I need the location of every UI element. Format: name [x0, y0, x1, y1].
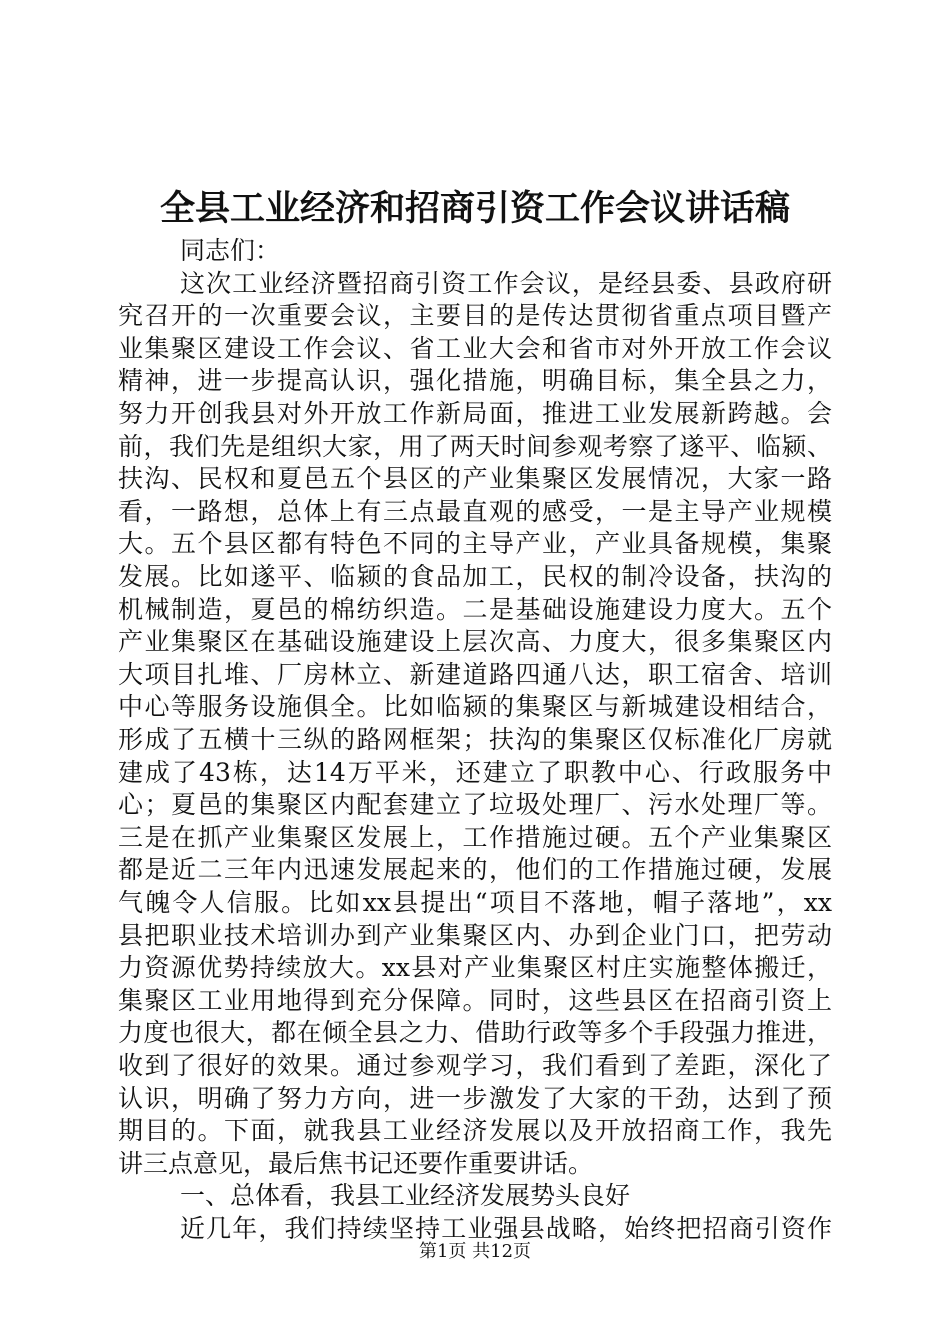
body-line: 认识，明确了努力方向，进一步激发了大家的干劲，达到了预 [118, 1084, 832, 1113]
body-line: 都是近二三年内迅速发展起来的，他们的工作措施过硬，发展 [118, 855, 832, 884]
body-line: 讲三点意见，最后焦书记还要作重要讲话。 [118, 1149, 594, 1178]
body-line: 期目的。下面，就我县工业经济发展以及开放招商工作，我先 [118, 1116, 832, 1145]
body-line: 扶沟、民权和夏邑五个县区的产业集聚区发展情况，大家一路 [118, 464, 832, 493]
body-line: 近几年，我们持续坚持工业强县战略，始终把招商引资作 [180, 1214, 832, 1243]
body-line: 努力开创我县对外开放工作新局面，推进工业发展新跨越。会 [118, 399, 832, 428]
body-line: 气魄令人信服。比如xx县提出“项目不落地，帽子落地”，xx [118, 888, 832, 917]
salutation-line: 同志们： [180, 236, 281, 265]
body-line: 县把职业技术培训办到产业集聚区内、办到企业门口，把劳动 [118, 921, 832, 950]
body-line: 力度也很大，都在倾全县之力、借助行政等多个手段强力推进， [118, 1018, 832, 1047]
body-line: 力资源优势持续放大。xx县对产业集聚区村庄实施整体搬迁， [118, 953, 832, 982]
body-line: 大项目扎堆、厂房林立、新建道路四通八达，职工宿舍、培训 [118, 660, 832, 689]
body-line: 形成了五横十三纵的路网框架；扶沟的集聚区仅标准化厂房就 [118, 725, 832, 754]
body-line: 心；夏邑的集聚区内配套建立了垃圾处理厂、污水处理厂等。 [118, 790, 832, 819]
body-line: 业集聚区建设工作会议、省工业大会和省市对外开放工作会议 [118, 334, 832, 363]
body-line: 集聚区工业用地得到充分保障。同时，这些县区在招商引资上 [118, 986, 832, 1015]
body-line: 产业集聚区在基础设施建设上层次高、力度大，很多集聚区内 [118, 627, 832, 656]
body-line: 大。五个县区都有特色不同的主导产业，产业具备规模，集聚 [118, 529, 832, 558]
body-line: 看，一路想，总体上有三点最直观的感受，一是主导产业规模 [118, 497, 832, 526]
document-title: 全县工业经济和招商引资工作会议讲话稿 [159, 188, 790, 229]
body-line: 中心等服务设施俱全。比如临颍的集聚区与新城建设相结合， [118, 692, 832, 721]
body-line: 前，我们先是组织大家，用了两天时间参观考察了遂平、临颍、 [118, 432, 832, 461]
body-line: 这次工业经济暨招商引资工作会议，是经县委、县政府研 [180, 269, 832, 298]
page-number-footer: 第1页 共12页 [418, 1241, 532, 1262]
body-line: 建成了43栋，达14万平米，还建立了职教中心、行政服务中 [118, 758, 832, 787]
body-line: 发展。比如遂平、临颍的食品加工，民权的制冷设备，扶沟的 [118, 562, 832, 591]
body-line: 究召开的一次重要会议，主要目的是传达贯彻省重点项目暨产 [118, 301, 832, 330]
body-line: 精神，进一步提高认识，强化措施，明确目标，集全县之力， [118, 366, 832, 395]
body-line: 机械制造，夏邑的棉纺织造。二是基础设施建设力度大。五个 [118, 595, 832, 624]
section-heading: 一、总体看，我县工业经济发展势头良好 [180, 1181, 631, 1210]
body-line: 收到了很好的效果。通过参观学习，我们看到了差距，深化了 [118, 1051, 832, 1080]
body-line: 三是在抓产业集聚区发展上，工作措施过硬。五个产业集聚区 [118, 823, 832, 852]
